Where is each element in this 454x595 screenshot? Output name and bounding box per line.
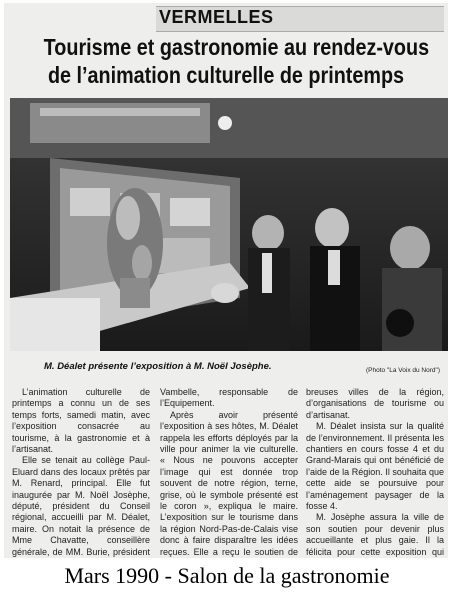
- paragraph: breuses villes de la région, d’organisations de tourisme ou d’artisanat.: [306, 387, 444, 420]
- photo-caption: M. Déalet présente l’exposition à M. Noël Josèphe.: [44, 361, 272, 372]
- article-column-2: [160, 387, 298, 558]
- paragraph: Après avoir présenté l’exposition à ses hôtes, M. Déalet rappela les efforts déployés par la ville pour animer la vie culturelle. « Nous ne pouvons accepter l’image qui est donnée trop souvent de notre région, terne, grise, où le symbole présenté est le coron », expliqua le maire. L’exposition sur le tourisme dans la région Nord-Pas-de-Calais vise donc à faire disparaître les idées reçues. Elle a reçu le soutien de: [160, 409, 298, 557]
- newspaper-clipping: [4, 3, 448, 558]
- article-photo: [10, 98, 448, 351]
- photo-credit: (Photo "La Voix du Nord"): [366, 367, 440, 374]
- article-headline: [43, 33, 430, 89]
- paragraph: M. Déalet insista sur la qualité de l’environnement. Il présenta les chantiers en cours fosse 4 et du Grand-Marais qui ont bénéficié de l’aide de la Région. Il souhaita que cette aide se poursuive pour l’aménagement paysager de la fosse 4.: [306, 421, 444, 512]
- article-kicker: VERMELLES: [159, 7, 274, 27]
- paragraph: Elle se tenait au collège Paul-Eluard dans des locaux prêtés par M. Renard, principal. Elle fut inaugurée par M. Noël Josèphe, député, président du Conseil régional, accueilli par M. Déalet, maire. On notait la présence de Mme Chavatte, conseillère générale, de MM. Burie, président: [12, 455, 150, 557]
- paragraph: M. Josèphe assura la ville de son soutien pour devenir plus accueillante et plus gaie. Il la félicita pour cette exposition qui: [306, 512, 444, 557]
- headline-line-1: Tourisme et gastronomie au rendez-vous: [43, 34, 430, 60]
- footer-caption: Mars 1990 - Salon de la gastronomie: [64, 563, 390, 588]
- article-column-1: [12, 387, 150, 558]
- article-column-3: [306, 387, 444, 558]
- headline-line-2: de l’animation culturelle de printemps: [47, 62, 405, 88]
- exhibition-photo: [10, 98, 448, 351]
- article-body: [10, 387, 446, 557]
- paragraph: Vambelle, responsable de l’Equipement.: [160, 387, 298, 409]
- paragraph: L’animation culturelle de printemps a connu un de ses temps forts, samedi matin, avec l’exposition consacrée au tourisme, à la gastronomie et à l’artisanat.: [12, 387, 150, 455]
